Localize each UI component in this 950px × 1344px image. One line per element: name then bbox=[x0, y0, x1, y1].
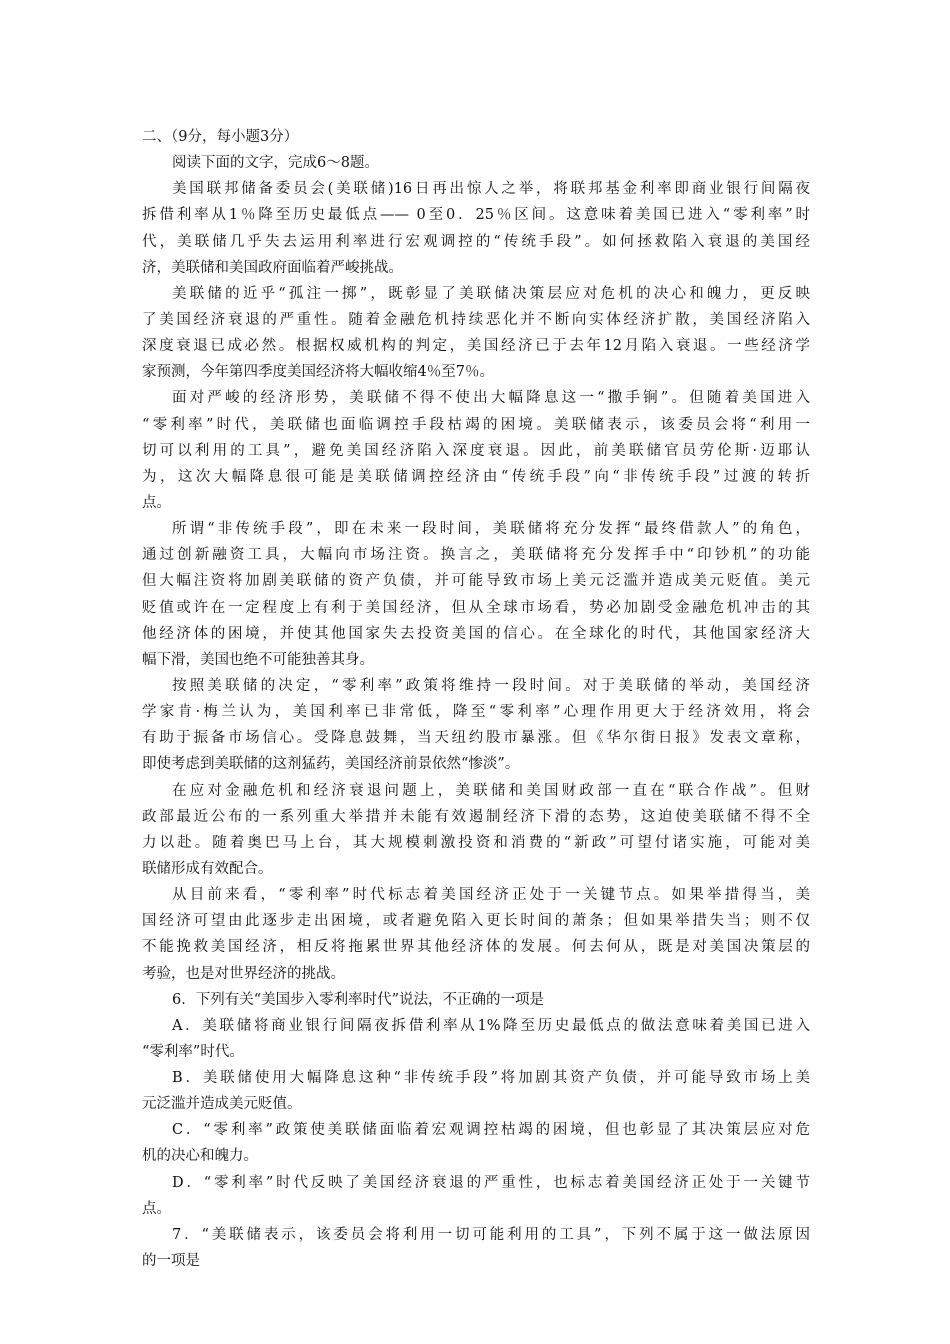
text-line: 美国联邦储备委员会(美联储)16日再出惊人之举，将联邦基金利率即商业银行间隔夜 bbox=[172, 181, 810, 198]
text-line: 阅读下面的文字，完成6～8题。 bbox=[172, 155, 379, 172]
text-line: 通过创新融资工具，大幅向市场注资。换言之，美联储将充分发挥手中“印钞机”的功能 bbox=[142, 547, 810, 564]
text-line: 6．下列有关“美国步入零利率时代”说法，不正确的一项是 bbox=[172, 991, 545, 1008]
text-line: 拆借利率从1％降至历史最低点—— 0至0．25％区间。这意味着美国已进入“零利率”时 bbox=[142, 207, 810, 224]
text-line: 面对严峻的经济形势，美联储不得不使出大幅降息这一“撒手锏”。但随着美国进入 bbox=[172, 390, 810, 407]
text-line: 学家肯·梅兰认为，美国利率已非常低，降至“零利率”心理作用更大于经济效用，将会 bbox=[142, 704, 810, 721]
text-line: 代，美联储几乎失去运用利率进行宏观调控的“传统手段”。如何拯救陷入衰退的美国经 bbox=[142, 233, 810, 250]
text-line: 在应对金融危机和经济衰退问题上，美联储和美国财政部一直在“联合作战”。但财 bbox=[172, 782, 810, 799]
text-line: 点。 bbox=[142, 1200, 171, 1217]
text-line: 贬值或许在一定程度上有利于美国经济，但从全球市场看，势必加剧受金融危机冲击的其 bbox=[142, 599, 810, 616]
text-line: B．美联储使用大幅降息这种“非传统手段”将加剧其资产负债，并可能导致市场上美 bbox=[172, 1070, 810, 1087]
text-line: 有助于振备市场信心。受降息鼓舞，当天纽约股市暴涨。但《华尔街日报》发表文章称， bbox=[142, 730, 810, 747]
text-line: 美联储的近乎“孤注一掷”，既彰显了美联储决策层应对危机的决心和魄力，更反映 bbox=[172, 285, 810, 302]
text-line: 他经济体的困境，并使其他国家失去投资美国的信心。在全球化的时代，其他国家经济大 bbox=[142, 625, 810, 642]
text-line: 不能挽救美国经济，相反将拖累世界其他经济体的发展。何去何从，既是对美国决策层的 bbox=[142, 939, 810, 956]
text-line: 7．“美联储表示，该委员会将利用一切可能利用的工具”，下列不属于这一做法原因 bbox=[172, 1226, 810, 1243]
text-line: 幅下滑，美国也绝不可能独善其身。 bbox=[142, 651, 374, 668]
text-line: 所谓“非传统手段”，即在未来一段时间，美联储将充分发挥“最终借款人”的角色， bbox=[172, 521, 810, 538]
text-line: C．“零利率”政策使美联储面临着宏观调控枯竭的困境，但也彰显了其决策层应对危 bbox=[172, 1122, 810, 1139]
text-line: 为，这次大幅降息很可能是美联储调控经济由“传统手段”向“非传统手段”过渡的转折 bbox=[142, 468, 810, 485]
text-line: 政部最近公布的一系列重大举措并未能有效遏制经济下滑的态势，这迫使美联储不得不全 bbox=[142, 808, 810, 825]
text-line: 按照美联储的决定，“零利率”政策将维持一段时间。对于美联储的举动，美国经济 bbox=[172, 677, 810, 694]
text-line: 力以赴。随着奥巴马上台，其大规模刺激投资和消费的“新政”可望付诸实施，可能对美 bbox=[142, 834, 810, 851]
text-line: 切可以利用的工具”，避免美国经济陷入深度衰退。因此，前美联储官员劳伦斯·迈耶认 bbox=[142, 442, 810, 459]
text-line: 即使考虑到美联储的这剂猛药，美国经济前景依然“惨淡”。 bbox=[142, 756, 520, 773]
document-body bbox=[142, 124, 810, 1274]
text-line: A．美联储将商业银行间隔夜拆借利率从1%降至历史最低点的做法意味着美国已进入 bbox=[172, 1017, 810, 1034]
text-line: 机的决心和魄力。 bbox=[142, 1148, 258, 1165]
text-line: 的一项是 bbox=[142, 1253, 200, 1270]
text-line: 点。 bbox=[142, 494, 171, 511]
text-line: D．“零利率”时代反映了美国经济衰退的严重性，也标志着美国经济正处于一关键节 bbox=[172, 1174, 810, 1191]
text-line: 二、（9分，每小题3分） bbox=[142, 129, 299, 145]
text-line: 济，美联储和美国政府面临着严峻挑战。 bbox=[142, 259, 403, 276]
text-line: 国经济可望由此逐步走出困境，或者避免陷入更长时间的萧条；但如果举措失当；则不仅 bbox=[142, 913, 810, 930]
text-line: “零利率”时代。 bbox=[142, 1043, 244, 1060]
text-line: 了美国经济衰退的严重性。随着金融危机持续恶化并不断向实体经济扩散，美国经济陷入 bbox=[142, 311, 810, 328]
text-line: 元泛滥并造成美元贬值。 bbox=[142, 1096, 302, 1113]
text-line: 考验，也是对世界经济的挑战。 bbox=[142, 965, 345, 982]
text-line: 家预测，今年第四季度美国经济将大幅收缩4％至7％。 bbox=[142, 364, 494, 381]
text-line: “零利率”时代，美联储也面临调控手段枯竭的困境。美联储表示，该委员会将“利用一 bbox=[142, 416, 810, 433]
text-line: 从目前来看，“零利率”时代标志着美国经济正处于一关键节点。如果举措得当，美 bbox=[172, 887, 810, 904]
text-line: 深度衰退已成必然。根据权威机构的判定，美国经济已于去年12月陷入衰退。一些经济学 bbox=[142, 338, 810, 355]
text-line: 联储形成有效配合。 bbox=[142, 860, 273, 877]
text-line: 但大幅注资将加剧美联储的资产负债，并可能导致市场上美元泛滥并造成美元贬值。美元 bbox=[142, 573, 810, 590]
